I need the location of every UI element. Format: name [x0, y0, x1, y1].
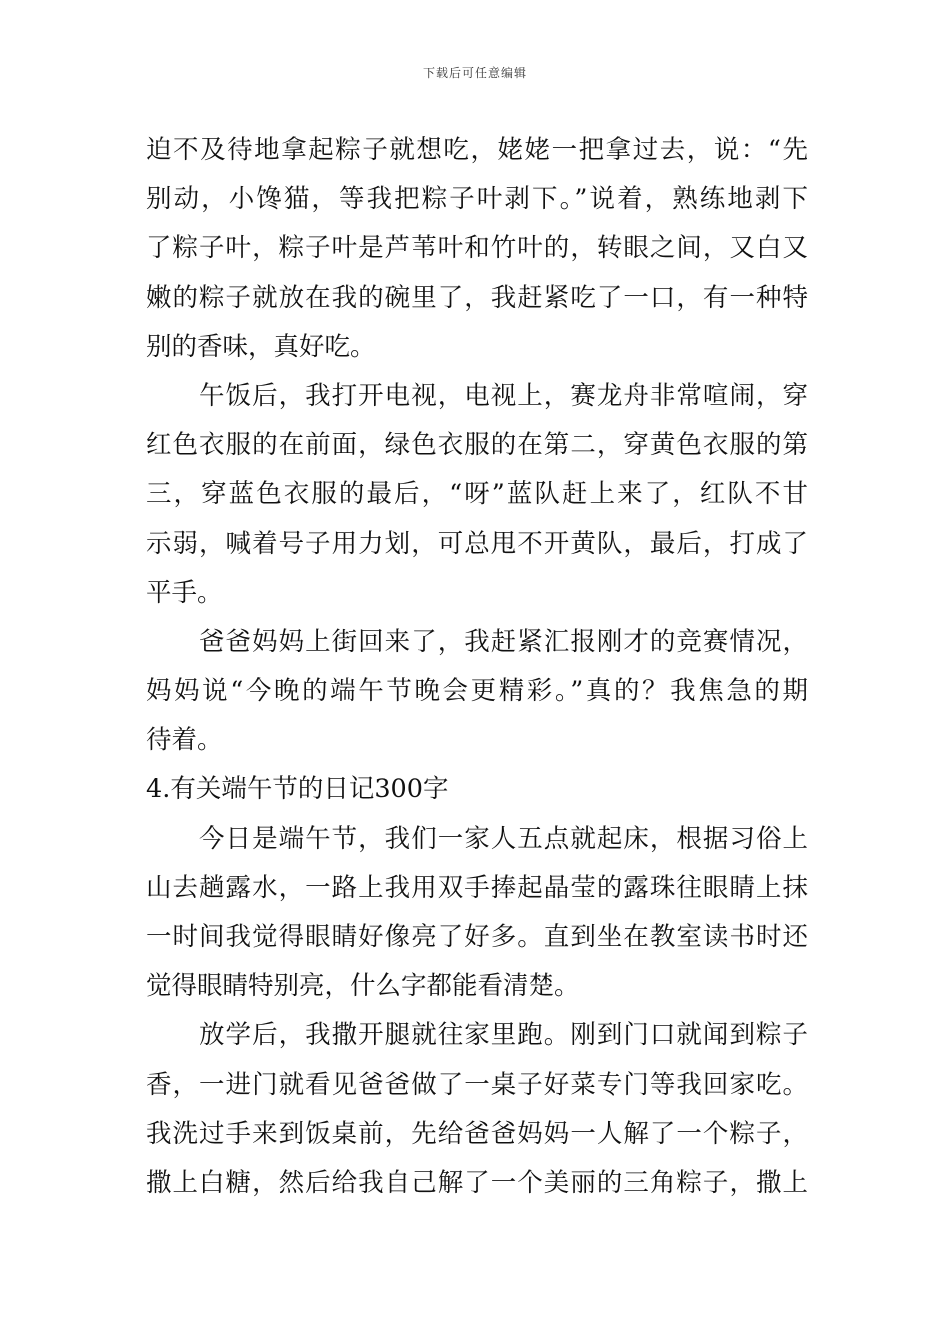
text-line: 今日是端午节，我们一家人五点就起床，根据习俗上: [146, 823, 808, 854]
text-line: 红色衣服的在前面，绿色衣服的在第二，穿黄色衣服的第: [146, 430, 808, 461]
text-line: 山去趟露水，一路上我用双手捧起晶莹的露珠往眼睛上抹: [146, 872, 808, 903]
paragraph: [146, 126, 808, 372]
text-line: 平手。: [146, 577, 223, 608]
text-line: 香，一进门就看见爸爸做了一桌子好菜专门等我回家吃。: [146, 1069, 808, 1100]
text-line: 别的香味，真好吃。: [146, 331, 376, 362]
section-heading: 4.有关端午节的日记300字: [146, 774, 449, 805]
paragraph: [146, 618, 808, 766]
text-line: 迫不及待地拿起粽子就想吃，姥姥一把拿过去，说：“先: [146, 135, 808, 165]
text-line: 待着。: [146, 725, 223, 756]
text-line: 我洗过手来到饭桌前，先给爸爸妈妈一人解了一个粽子，: [146, 1118, 808, 1149]
paragraph: [146, 815, 808, 1012]
text-line: 一时间我觉得眼睛好像亮了好多。直到坐在教室读书时还: [146, 922, 808, 952]
text-line: 撒上白糖，然后给我自己解了一个美丽的三角粽子，撒上: [146, 1167, 808, 1198]
text-line: 妈妈说“今晚的端午节晚会更精彩。”真的？我焦急的期: [146, 676, 808, 707]
text-line: 嫩的粽子就放在我的碗里了，我赶紧吃了一口，有一种特: [146, 282, 808, 313]
text-line: 爸爸妈妈上街回来了，我赶紧汇报刚才的竞赛情况，: [146, 626, 808, 657]
paragraph: [146, 1011, 808, 1208]
text-line: 示弱，喊着号子用力划，可总甩不开黄队，最后，打成了: [146, 528, 808, 559]
text-line: 三，穿蓝色衣服的最后，“呀”蓝队赶上来了，红队不甘: [146, 479, 808, 510]
body-text: [146, 126, 808, 1208]
text-line: 了粽子叶，粽子叶是芦苇叶和竹叶的，转眼之间，又白又: [146, 233, 808, 264]
text-line: 午饭后，我打开电视，电视上，赛龙舟非常喧闹，穿: [146, 380, 808, 411]
text-line: 觉得眼睛特别亮，什么字都能看清楚。: [146, 971, 580, 1002]
paragraph: [146, 372, 808, 618]
text-line: 放学后，我撒开腿就往家里跑。刚到门口就闻到粽子: [146, 1020, 808, 1051]
page-header: 下载后可任意编辑: [422, 66, 527, 80]
text-line: 别动，小馋猫，等我把粽子叶剥下。”说着，熟练地剥下: [146, 184, 808, 215]
